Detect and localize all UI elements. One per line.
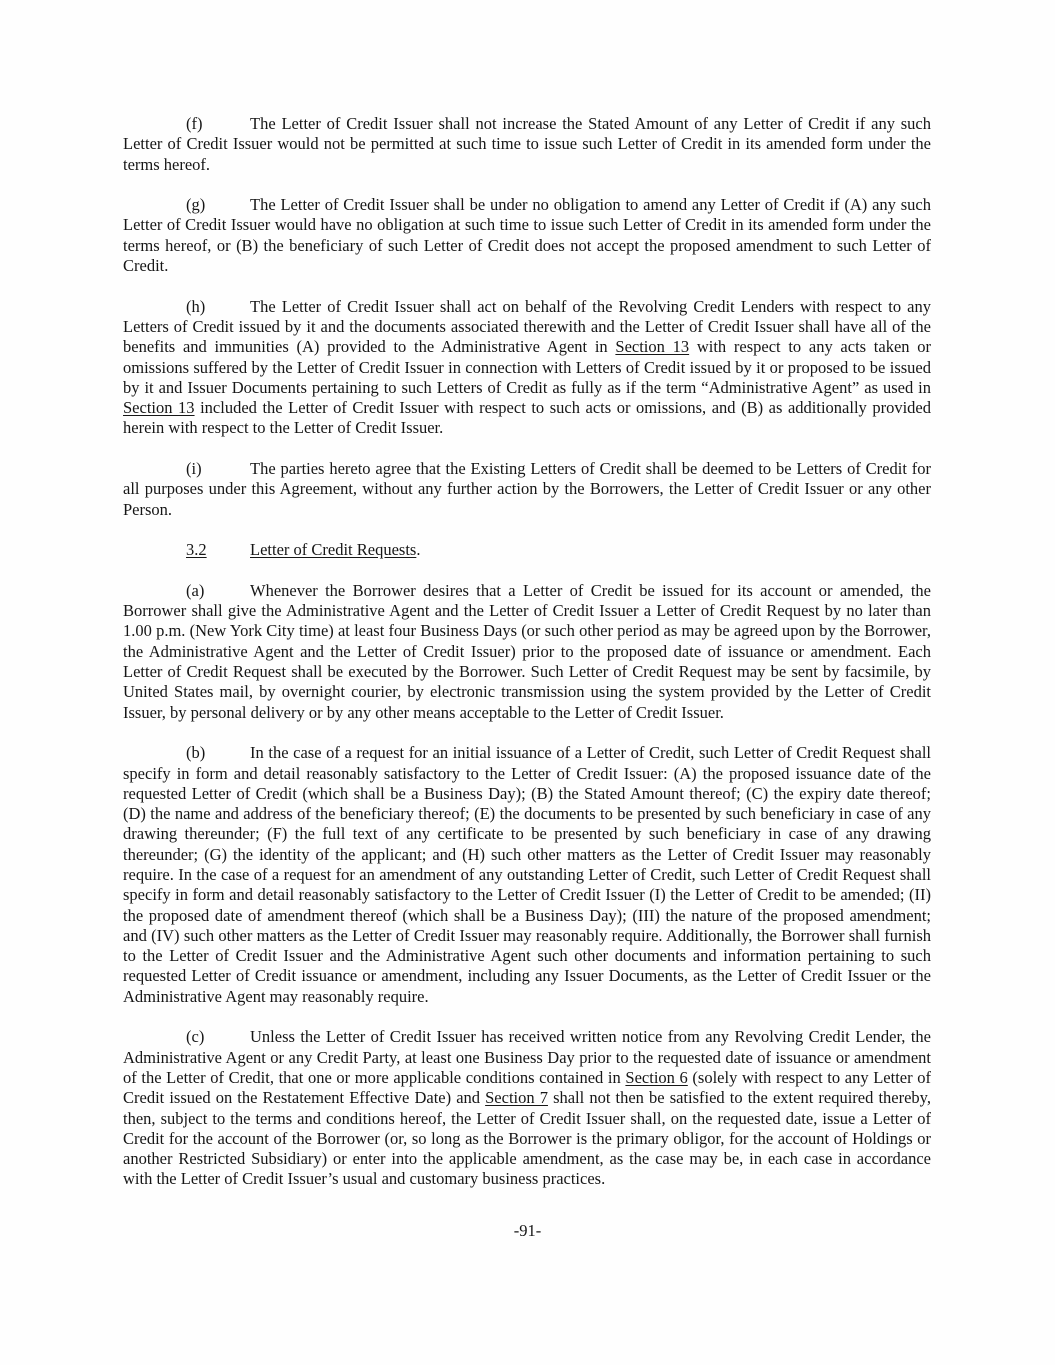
paragraph-b [123, 743, 931, 1007]
paragraph-g [123, 195, 931, 276]
paragraph-label: (f) [186, 114, 203, 133]
section-number: 3.2 [186, 540, 207, 560]
section-reference: Letter of Credit Requests [250, 540, 417, 560]
section-reference: Section 6 [625, 1067, 688, 1087]
paragraph-text: Unless the Letter of Credit Issuer has received written notice from any Revolving Credit Lender, the Administrative Agent or any Credit Party, at least one Business Day prior to the requested date of issuance or amendment of the Letter of Credit, that one or more applicable conditions contained in [123, 1027, 931, 1087]
paragraph-label: (b) [186, 743, 206, 763]
paragraph-text: The Letter of Credit Issuer shall not increase the Stated Amount of any Letter of Credit if any such Letter of Credit Issuer would not be permitted at such time to issue such Letter of Credit in its amended form under the terms hereof. [123, 114, 931, 174]
section-heading [123, 540, 931, 560]
paragraph-text: with respect to any acts taken or omissions suffered by the Letter of Credit Issuer in connection with Letters of Credit issued by it or proposed to be issued by it and Issuer Documents pertaining to such Letters of Credit as fully as if the term “Administrative Agent” as used in [123, 337, 931, 397]
document-body [123, 114, 931, 1190]
paragraph-text: included the Letter of Credit Issuer with respect to such acts or omissions, and (B) as additionally provided herein with respect to the Letter of Credit Issuer. [123, 398, 931, 438]
paragraph-label: (h) [186, 296, 206, 316]
paragraph-c [123, 1027, 931, 1189]
paragraph-text: The Letter of Credit Issuer shall be under no obligation to amend any Letter of Credit if (A) any such Letter of Credit Issuer would have no obligation at such time to issue such Letter of Credit in its amended form under the terms hereof, or (B) the beneficiary of such Letter of Credit does not accept the proposed amendment to such Letter of Credit. [123, 195, 931, 276]
paragraph-text: . [416, 540, 421, 560]
paragraph-a [123, 581, 931, 723]
paragraph-label: (c) [186, 1027, 205, 1047]
paragraph-label: (i) [186, 459, 202, 479]
paragraph-h [123, 297, 931, 439]
paragraph-i [123, 459, 931, 520]
paragraph-text: In the case of a request for an initial issuance of a Letter of Credit, such Letter of Credit Request shall specify in form and detail reasonably satisfactory to the Letter of Credit Issuer: (A) the proposed issuance date of the requested Letter of Credit (which shall be a Business Day); (B) the Stated Amount thereof; (C) the expiry date thereof; (D) the name and address of the beneficiary thereof; (E) the documents to be presented by such beneficiary in case of any drawing thereunder; (F) the full text of any certificate to be presented by such beneficiary in case of any drawing thereunder; (G) the identity of the applicant; and (H) such other matters as the Letter of Credit Issuer may reasonably require. In the case of a request for an amendment of any outstanding Letter of Credit, such Letter of Credit Request shall specify in form and detail reasonably satisfactory to the Letter of Credit Issuer (I) the Letter of Credit to be amended; (II) the proposed date of amendment thereof (which shall be a Business Day); (III) the nature of the proposed amendment; and (IV) such other matters as the Letter of Credit Issuer may reasonably require. Additionally, the Borrower shall furnish to the Letter of Credit Issuer and the Administrative Agent such other documents and information pertaining to such requested Letter of Credit issuance or amendment, including any Issuer Documents, as the Letter of Credit Issuer or the Administrative Agent may reasonably require. [123, 743, 931, 1006]
paragraph-f [123, 114, 931, 175]
paragraph-text: The parties hereto agree that the Existing Letters of Credit shall be deemed to be Letters of Credit for all purposes under this Agreement, without any further action by the Borrowers, the Letter of Credit Issuer or any other Person. [123, 459, 931, 519]
paragraph-text: (solely with respect to any Letter of Credit issued on the Restatement Effective Date) and [123, 1067, 931, 1108]
page-number: -91- [513, 1221, 542, 1240]
paragraph-text: The Letter of Credit Issuer shall act on behalf of the Revolving Credit Lenders with respect to any Letters of Credit issued by it and the documents associated therewith and the Letter of Credit Issuer shall have all of the benefits and immunities (A) provided to the Administrative Agent in [123, 296, 931, 357]
paragraph-text: Whenever the Borrower desires that a Letter of Credit be issued for its account or amended, the Borrower shall give the Administrative Agent and the Letter of Credit Issuer a Letter of Credit Request by no later than 1.00 p.m. (New York City time) at least four Business Days (or such other period as may be agreed upon by the Borrower, the Administrative Agent and the Letter of Credit Issuer) prior to the proposed date of issuance or amendment. Each Letter of Credit Request shall be executed by the Borrower. Such Letter of Credit Request may be sent by facsimile, by United States mail, by overnight courier, by electronic transmission using the system provided by the Letter of Credit Issuer, by personal delivery or by any other means acceptable to the Letter of Credit Issuer. [123, 580, 931, 722]
section-reference: Section 13 [123, 398, 195, 418]
paragraph-text: shall not then be satisfied to the extent required thereby, then, subject to the terms and conditions hereof, the Letter of Credit Issuer shall, on the requested date, issue a Letter of Credit for the account of the Borrower (or, so long as the Borrower is the primary obligor, for the account of Holdings or another Restricted Subsidiary) or enter into the applicable amendment, as the case may be, in each case in accordance with the Letter of Credit Issuer’s usual and customary business practices. [123, 1088, 931, 1189]
section-reference: Section 13 [615, 337, 690, 357]
paragraph-label: (g) [186, 195, 206, 215]
section-reference: Section 7 [485, 1088, 548, 1108]
paragraph-label: (a) [186, 580, 205, 600]
